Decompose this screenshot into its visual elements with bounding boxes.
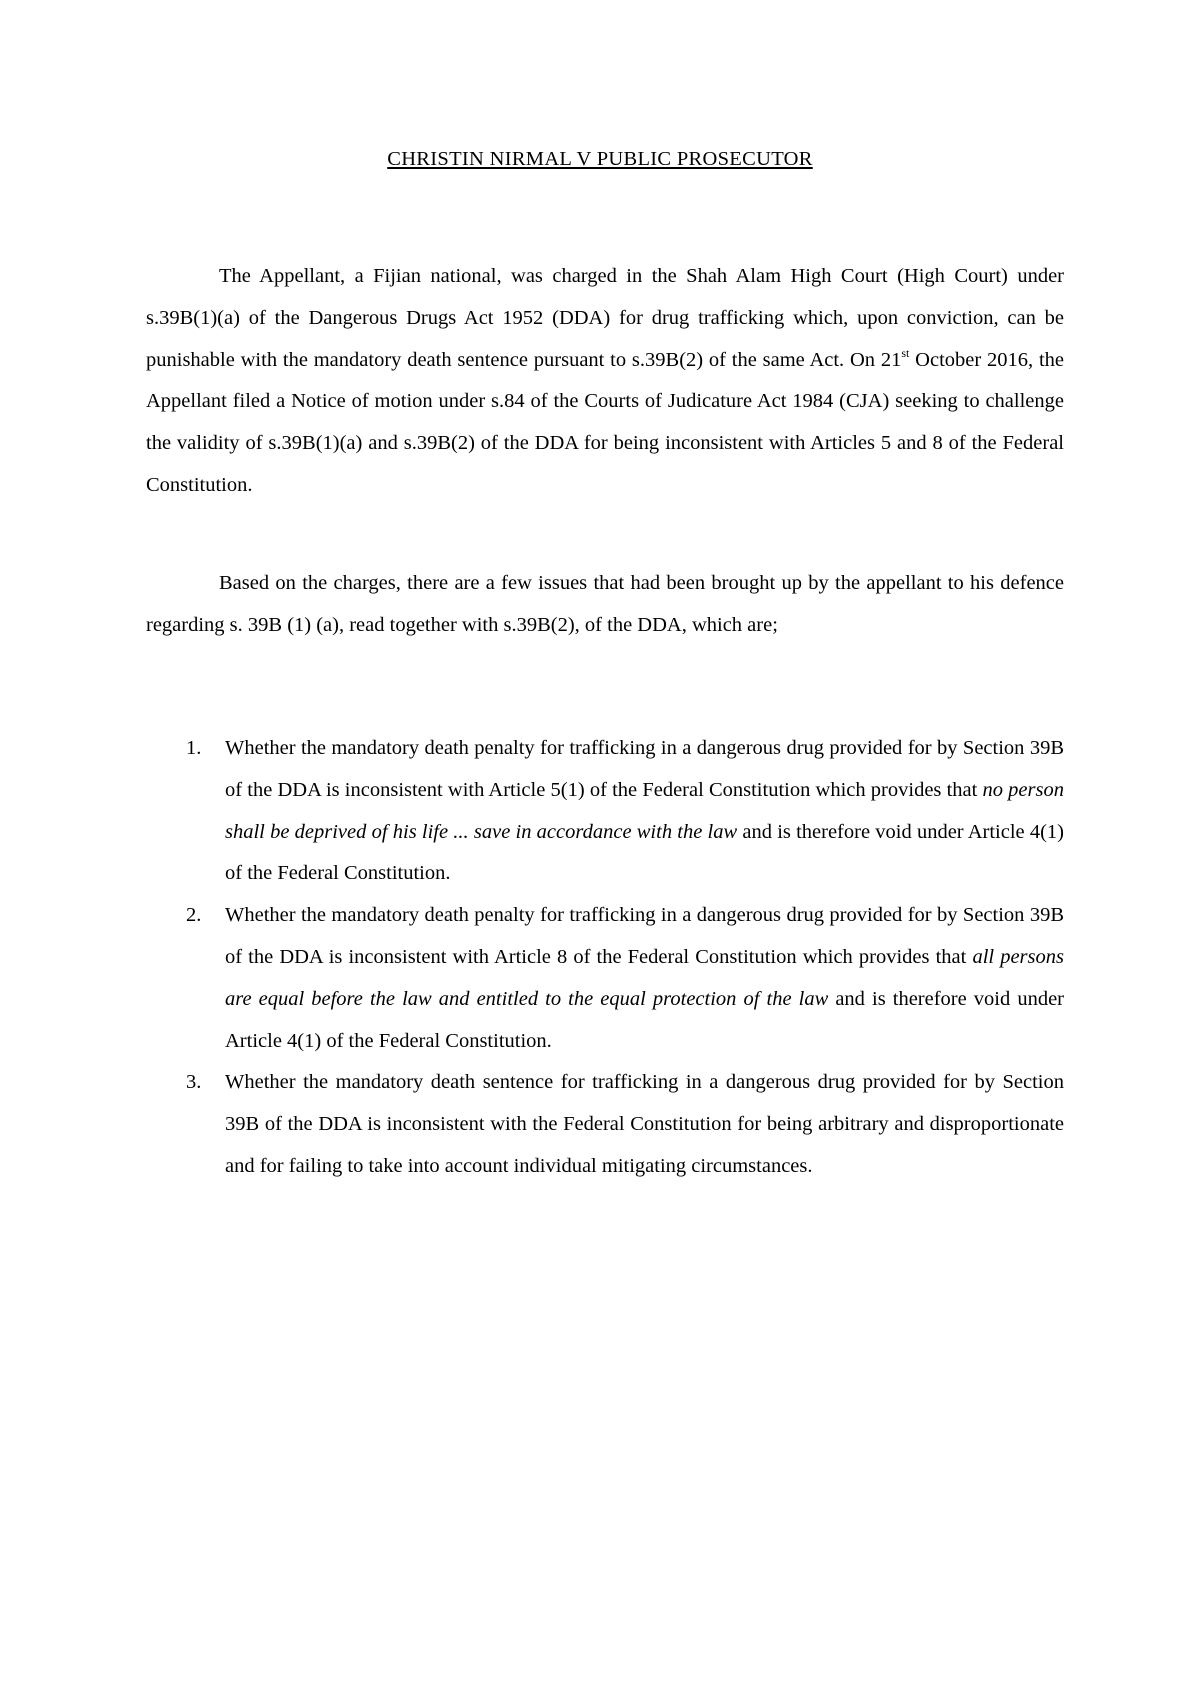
issue-item bbox=[146, 1062, 1064, 1187]
issue-text: and is therefore void under Article 4(1) of the Federal Constitution. bbox=[225, 820, 1064, 885]
issue-number: 3. bbox=[186, 1071, 202, 1094]
paragraph-text: The Appellant, a Fijian national, was charged in the Shah Alam High Court (High Court) under s.39B(1)(a) of the Dangerous Drugs Act 1952 (DDA) for drug trafficking which, upon conviction, can be punishable with the mandatory death sentence pursuant to s.39B(2) of the same Act. On 21 bbox=[146, 265, 1064, 371]
issue-number: 2. bbox=[186, 904, 202, 927]
issue-quote: no person shall be deprived of his life ... save in accordance with the law bbox=[225, 778, 1064, 843]
document-title: CHRISTIN NIRMAL V PUBLIC PROSECUTOR bbox=[387, 148, 813, 170]
issue-number: 1. bbox=[186, 737, 202, 759]
issue-quote: all persons are equal before the law and entitled to the equal protection of the law bbox=[225, 945, 1064, 1010]
paragraph-text: October 2016, the Appellant filed a Notice of motion under s.84 of the Courts of Judicature Act 1984 (CJA) seeking to challenge the validity of s.39B(1)(a) and s.39B(2) of the DDA for being inconsistent with Articles 5 and 8 of the Federal Constitution. bbox=[146, 348, 1064, 496]
issue-text: Whether the mandatory death penalty for trafficking in a dangerous drug provided for by Section 39B of the DDA is inconsistent with Article 8 of the Federal Constitution which provides that bbox=[225, 904, 1064, 968]
paragraph-issues-intro: Based on the charges, there are a few issues that had been brought up by the appellant to his defence regarding s. 39B (1) (a), read together with s.39B(2), of the DDA, which are; bbox=[146, 572, 1064, 636]
issue-text: and is therefore void under Article 4(1) of the Federal Constitution. bbox=[225, 987, 1064, 1052]
issues-list bbox=[146, 728, 1064, 1188]
issue-item bbox=[146, 728, 1064, 895]
paragraph-case-background bbox=[146, 256, 1064, 507]
issue-text: Whether the mandatory death penalty for trafficking in a dangerous drug provided for by Section 39B of the DDA is inconsistent with Article 5(1) of the Federal Constitution which provides that bbox=[225, 737, 1064, 801]
issue-item bbox=[146, 895, 1064, 1062]
ordinal-superscript: st bbox=[901, 345, 910, 360]
issue-text: Whether the mandatory death sentence for trafficking in a dangerous drug provided for by Section 39B of the DDA is inconsistent with the Federal Constitution for being arbitrary and disproportionate and for failing to take into account individual mitigating circumstances. bbox=[225, 1071, 1064, 1177]
